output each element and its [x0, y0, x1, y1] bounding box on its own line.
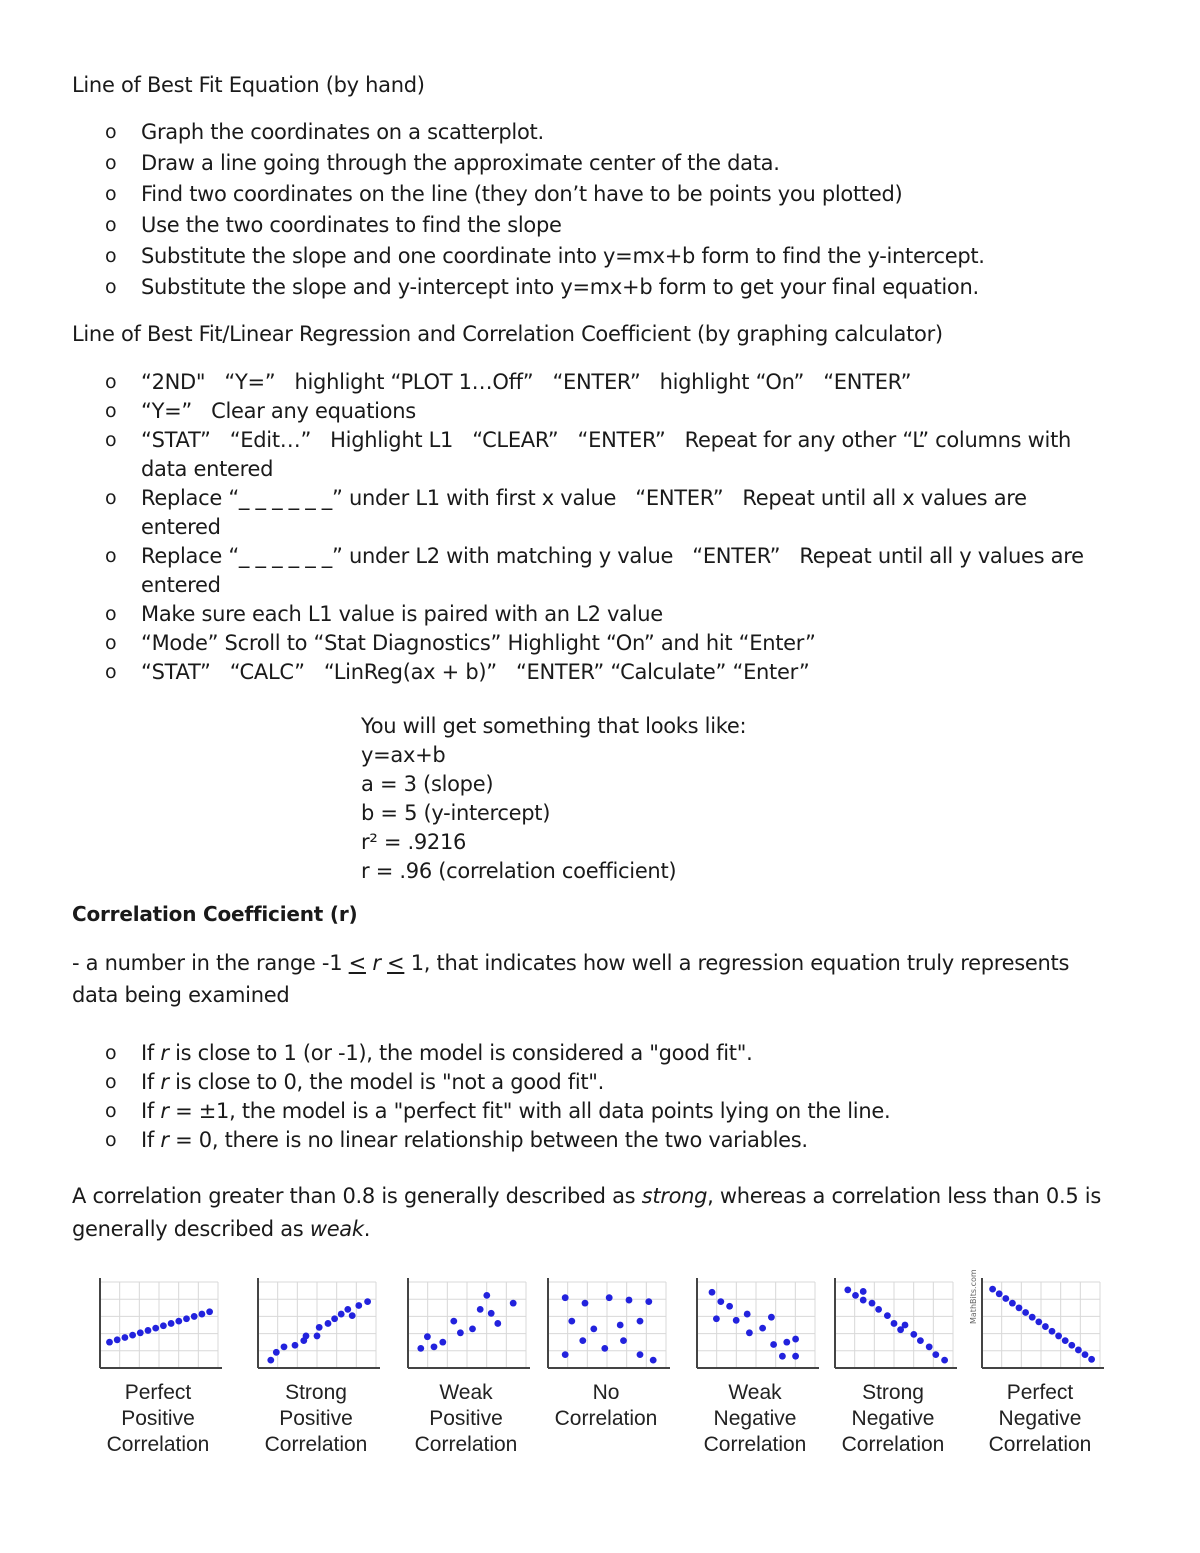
rule-text: = ±1, the model is a "perfect fit" with all data points lying on the line. — [168, 1099, 891, 1123]
data-point — [122, 1334, 129, 1341]
data-point — [494, 1320, 501, 1327]
le-symbol: < — [348, 951, 366, 975]
r-variable: r — [160, 1128, 169, 1152]
data-point — [645, 1298, 652, 1305]
data-point — [314, 1333, 321, 1340]
chart-strong-positive — [246, 1276, 386, 1458]
list-item — [100, 1068, 1120, 1097]
summary-weak: weak — [309, 1217, 364, 1241]
data-point — [316, 1324, 323, 1331]
data-point — [1016, 1304, 1023, 1311]
data-point — [1082, 1351, 1089, 1358]
data-point — [779, 1353, 786, 1360]
data-point — [844, 1287, 851, 1294]
result-line: r = .96 (correlation coefficient) — [361, 859, 677, 883]
data-point — [637, 1351, 644, 1358]
chart-caption: Weak Negative Correlation — [703, 1381, 807, 1456]
data-point — [364, 1298, 371, 1305]
data-point — [792, 1336, 799, 1343]
data-point — [338, 1311, 345, 1318]
section1-heading: Line of Best Fit Equation (by hand) — [72, 73, 425, 97]
data-point — [620, 1337, 627, 1344]
data-point — [424, 1333, 431, 1340]
chart-caption: Perfect Positive Correlation — [106, 1381, 210, 1456]
data-point — [344, 1306, 351, 1313]
data-point — [1042, 1323, 1049, 1330]
list-item: o Find two coordinates on the line (they don’t have to be points you plotted) — [100, 179, 1120, 210]
data-point — [292, 1342, 299, 1349]
data-point — [617, 1322, 624, 1329]
r-variable: r — [365, 951, 388, 975]
data-point — [273, 1349, 280, 1356]
calculator-result-example — [361, 712, 746, 886]
chart-strong-negative — [823, 1276, 963, 1458]
data-point — [606, 1294, 613, 1301]
scatterplot — [685, 1276, 821, 1376]
data-point — [417, 1345, 424, 1352]
list-item: o Substitute the slope and y-intercept into y=mx+b form to get your final equation. — [100, 272, 1120, 303]
scatterplot — [396, 1276, 532, 1376]
rule-text: is close to 1 (or -1), the model is considered a "good fit". — [168, 1041, 753, 1065]
data-point — [349, 1312, 356, 1319]
data-point — [355, 1302, 362, 1309]
data-point — [175, 1318, 182, 1325]
data-point — [852, 1292, 859, 1299]
data-point — [1075, 1347, 1082, 1354]
data-point — [137, 1329, 144, 1336]
data-point — [267, 1357, 274, 1364]
correlation-definition — [72, 947, 1072, 1011]
rule-text: is close to 0, the model is "not a good fit". — [168, 1070, 605, 1094]
list-item: o “Mode” Scroll to “Stat Diagnostics” Highlight “On” and hit “Enter” — [100, 629, 1110, 658]
chart-caption: No Correlation — [554, 1381, 658, 1430]
data-point — [884, 1312, 891, 1319]
list-item: o Replace “_ _ _ _ _ _” under L1 with first x value “ENTER” Repeat until all x values are entered — [100, 484, 1110, 542]
summary-text: A correlation greater than 0.8 is generally described as — [72, 1184, 642, 1208]
data-point — [891, 1320, 898, 1327]
data-point — [191, 1313, 198, 1320]
data-point — [457, 1329, 464, 1336]
list-item: o Make sure each L1 value is paired with an L2 value — [100, 600, 1110, 629]
data-point — [431, 1343, 438, 1350]
rule-text: If — [141, 1041, 161, 1065]
le-symbol: < — [387, 951, 405, 975]
data-point — [626, 1297, 633, 1304]
r-variable: r — [160, 1041, 169, 1065]
result-line: y=ax+b — [361, 743, 446, 767]
scatterplot — [246, 1276, 382, 1376]
chart-weak-positive — [396, 1276, 536, 1458]
data-point — [932, 1351, 939, 1358]
scatterplot — [536, 1276, 672, 1376]
data-point — [129, 1332, 136, 1339]
list-item: o Replace “_ _ _ _ _ _” under L2 with matching y value “ENTER” Repeat until all y values are entered — [100, 542, 1110, 600]
data-point — [469, 1326, 476, 1333]
data-point — [303, 1333, 310, 1340]
data-point — [590, 1326, 597, 1333]
data-point — [917, 1337, 924, 1344]
data-point — [114, 1336, 121, 1343]
chart-perfect-negative — [969, 1269, 1110, 1458]
section2-steps — [100, 368, 1110, 687]
scatterplot — [823, 1276, 959, 1376]
data-point — [562, 1294, 569, 1301]
data-point — [926, 1343, 933, 1350]
chart-weak-negative — [685, 1276, 825, 1458]
rule-text: = 0, there is no linear relationship between the two variables. — [168, 1128, 808, 1152]
strength-summary — [72, 1180, 1112, 1246]
data-point — [145, 1327, 152, 1334]
data-point — [709, 1289, 716, 1296]
data-point — [488, 1310, 495, 1317]
data-point — [902, 1322, 909, 1329]
scatterplot — [969, 1269, 1106, 1376]
rule-text: If — [141, 1099, 161, 1123]
data-point — [746, 1329, 753, 1336]
r-variable: r — [160, 1070, 169, 1094]
data-point — [770, 1341, 777, 1348]
list-item: o Substitute the slope and one coordinate into y=mx+b form to find the y-intercept. — [100, 241, 1120, 272]
data-point — [783, 1339, 790, 1346]
list-item: o Graph the coordinates on a scatterplot. — [100, 117, 1120, 148]
data-point — [875, 1306, 882, 1313]
definition-text: 1, that indicates how well a regression equation truly represents data being examined — [72, 951, 1070, 1007]
rule-text: If — [141, 1128, 161, 1152]
chart-perfect-positive — [88, 1276, 228, 1458]
data-point — [1088, 1356, 1095, 1363]
summary-strong: strong — [641, 1184, 708, 1208]
chart-no-correlation — [536, 1276, 676, 1432]
data-point — [989, 1286, 996, 1293]
data-point — [562, 1351, 569, 1358]
result-line: b = 5 (y-intercept) — [361, 801, 551, 825]
data-point — [601, 1345, 608, 1352]
chart-caption: Strong Negative Correlation — [841, 1381, 945, 1456]
data-point — [183, 1315, 190, 1322]
summary-text: , whereas a correlation less than 0.5 is generally described as — [72, 1184, 1101, 1241]
data-point — [1055, 1333, 1062, 1340]
result-intro: You will get something that looks like: — [361, 714, 747, 738]
data-point — [439, 1339, 446, 1346]
data-point — [160, 1322, 167, 1329]
result-line: r² = .9216 — [361, 830, 467, 854]
result-line: a = 3 (slope) — [361, 772, 494, 796]
correlation-coefficient-title: Correlation Coefficient (r) — [72, 902, 358, 926]
data-point — [1029, 1314, 1036, 1321]
data-point — [869, 1300, 876, 1307]
data-point — [1002, 1295, 1009, 1302]
rule-text: If — [141, 1070, 161, 1094]
data-point — [744, 1311, 751, 1318]
data-point — [1009, 1300, 1016, 1307]
list-item: o “Y=” Clear any equations — [100, 397, 1110, 426]
data-point — [579, 1337, 586, 1344]
list-item: o Draw a line going through the approximate center of the data. — [100, 148, 1120, 179]
data-point — [941, 1357, 948, 1364]
data-point — [199, 1311, 206, 1318]
data-point — [510, 1300, 517, 1307]
data-point — [325, 1320, 332, 1327]
data-point — [331, 1315, 338, 1322]
data-point — [582, 1300, 589, 1307]
data-point — [860, 1288, 867, 1295]
list-item — [100, 1126, 1120, 1155]
chart-caption: Weak Positive Correlation — [414, 1381, 518, 1456]
list-item — [100, 1039, 1120, 1068]
section2-heading: Line of Best Fit/Linear Regression and Correlation Coefficient (by graphing calculator) — [72, 322, 943, 346]
data-point — [650, 1357, 657, 1364]
data-point — [152, 1325, 159, 1332]
data-point — [477, 1306, 484, 1313]
data-point — [996, 1290, 1003, 1297]
correlation-rules — [100, 1039, 1120, 1155]
list-item: o Use the two coordinates to find the slope — [100, 210, 1120, 241]
data-point — [168, 1320, 175, 1327]
chart-caption: Strong Positive Correlation — [264, 1381, 368, 1456]
data-point — [637, 1318, 644, 1325]
list-item: o “2ND" “Y=” highlight “PLOT 1…Off” “ENTER” highlight “On” “ENTER” — [100, 368, 1110, 397]
data-point — [106, 1339, 113, 1346]
data-point — [1062, 1337, 1069, 1344]
data-point — [768, 1314, 775, 1321]
data-point — [483, 1292, 490, 1299]
list-item: o “STAT” “CALC” “LinReg(ax + b)” “ENTER” “Calculate” “Enter” — [100, 658, 1110, 687]
list-item — [100, 1097, 1120, 1126]
r-variable: r — [160, 1099, 169, 1123]
data-point — [860, 1297, 867, 1304]
definition-text: - a number in the range -1 — [72, 951, 349, 975]
data-point — [1068, 1342, 1075, 1349]
data-point — [733, 1317, 740, 1324]
data-point — [568, 1318, 575, 1325]
list-item: o “STAT” “Edit…” Highlight L1 “CLEAR” “ENTER” Repeat for any other “L” columns with data entered — [100, 426, 1110, 484]
data-point — [726, 1303, 733, 1310]
watermark-text: MathBits.com — [969, 1269, 978, 1324]
summary-text: . — [363, 1217, 371, 1241]
data-point — [450, 1318, 457, 1325]
data-point — [910, 1331, 917, 1338]
scatterplot — [88, 1276, 224, 1376]
data-point — [717, 1298, 724, 1305]
section1-steps — [100, 117, 1120, 303]
data-point — [1022, 1309, 1029, 1316]
data-point — [792, 1353, 799, 1360]
data-point — [713, 1315, 720, 1322]
data-point — [759, 1325, 766, 1332]
data-point — [1035, 1318, 1042, 1325]
data-point — [1049, 1328, 1056, 1335]
chart-caption: Perfect Negative Correlation — [988, 1381, 1092, 1456]
data-point — [206, 1308, 213, 1315]
data-point — [281, 1343, 288, 1350]
